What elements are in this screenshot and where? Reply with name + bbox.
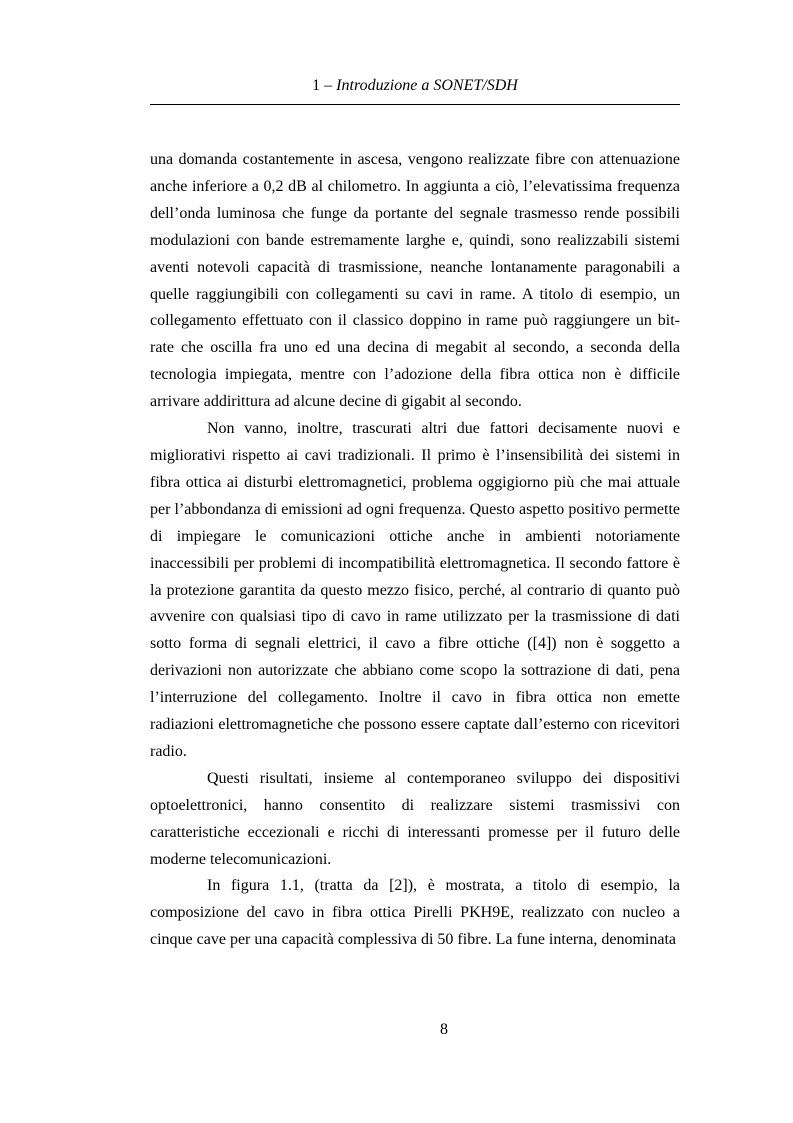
paragraph-continued: una domanda costantemente in ascesa, vengono realizzate fibre con attenuazione anche inferiore a 0,2 dB al chilometro. In aggiunta a ciò, l’elevatissima frequenza dell’onda luminosa che funge da portante del segnale trasmesso rende possibili modulazioni con bande estremamente larghe e, quindi, sono realizzabili sistemi aventi notevoli capacità di trasmissione, neanche lontanamente paragonabili a quelle raggiungibili con collegamenti su cavi in rame. A titolo di esempio, un collegamento effettuato con il classico doppino in rame può raggiungere un bit-rate che oscilla fra uno ed una decina di megabit al secondo, a seconda della tecnologia impiegata, mentre con l’adozione della fibra ottica non è difficile arrivare addirittura ad alcune decine di gigabit al secondo. xyxy=(150,151,680,411)
chapter-title: Introduzione a SONET/SDH xyxy=(336,77,518,94)
paragraph: Non vanno, inoltre, trascurati altri due fattori decisamente nuovi e migliorativi rispetto ai cavi tradizionali. Il primo è l’insensibilità dei sistemi in fibra ottica ai disturbi elettromagnetici, problema oggigiorno più che mai attuale per l’abbondanza di emissioni ad ogni frequenza. Questo aspetto positivo permette di impiegare le comunicazioni ottiche anche in ambienti notoriamente inaccessibili per problemi di incompatibilità elettromagnetica. Il secondo fattore è la protezione garantita da questo mezzo fisico, perché, al contrario di quanto può avvenire con qualsiasi tipo di cavo in rame utilizzato per la trasmissione di dati sotto forma di segnali elettrici, il cavo a fibre ottiche ([4]) non è soggetto a derivazioni non autorizzate che abbiano come scopo la sottrazione di dati, pena l’interruzione del collegamento. Inoltre il cavo in fibra ottica non emette radiazioni elettromagnetiche che possono essere captate dall’esterno con ricevitori radio. xyxy=(150,420,680,760)
body-text xyxy=(150,147,680,954)
header-divider xyxy=(150,104,680,105)
paragraph: Questi risultati, insieme al contemporaneo sviluppo dei dispositivi optoelettronici, hanno consentito di realizzare sistemi trasmissivi con caratteristiche eccezionali e ricchi di interessanti promesse per il futuro delle moderne telecomunicazioni. xyxy=(150,769,680,868)
running-header xyxy=(150,76,680,96)
paragraph: In figura 1.1, (tratta da [2]), è mostrata, a titolo di esempio, la composizione del cavo in fibra ottica Pirelli PKH9E, realizzato con nucleo a cinque cave per una capacità complessiva di 50 fibre. La fune interna, denominata xyxy=(150,877,680,949)
page-number: 8 xyxy=(440,1021,448,1038)
chapter-number: 1 – xyxy=(312,77,333,94)
